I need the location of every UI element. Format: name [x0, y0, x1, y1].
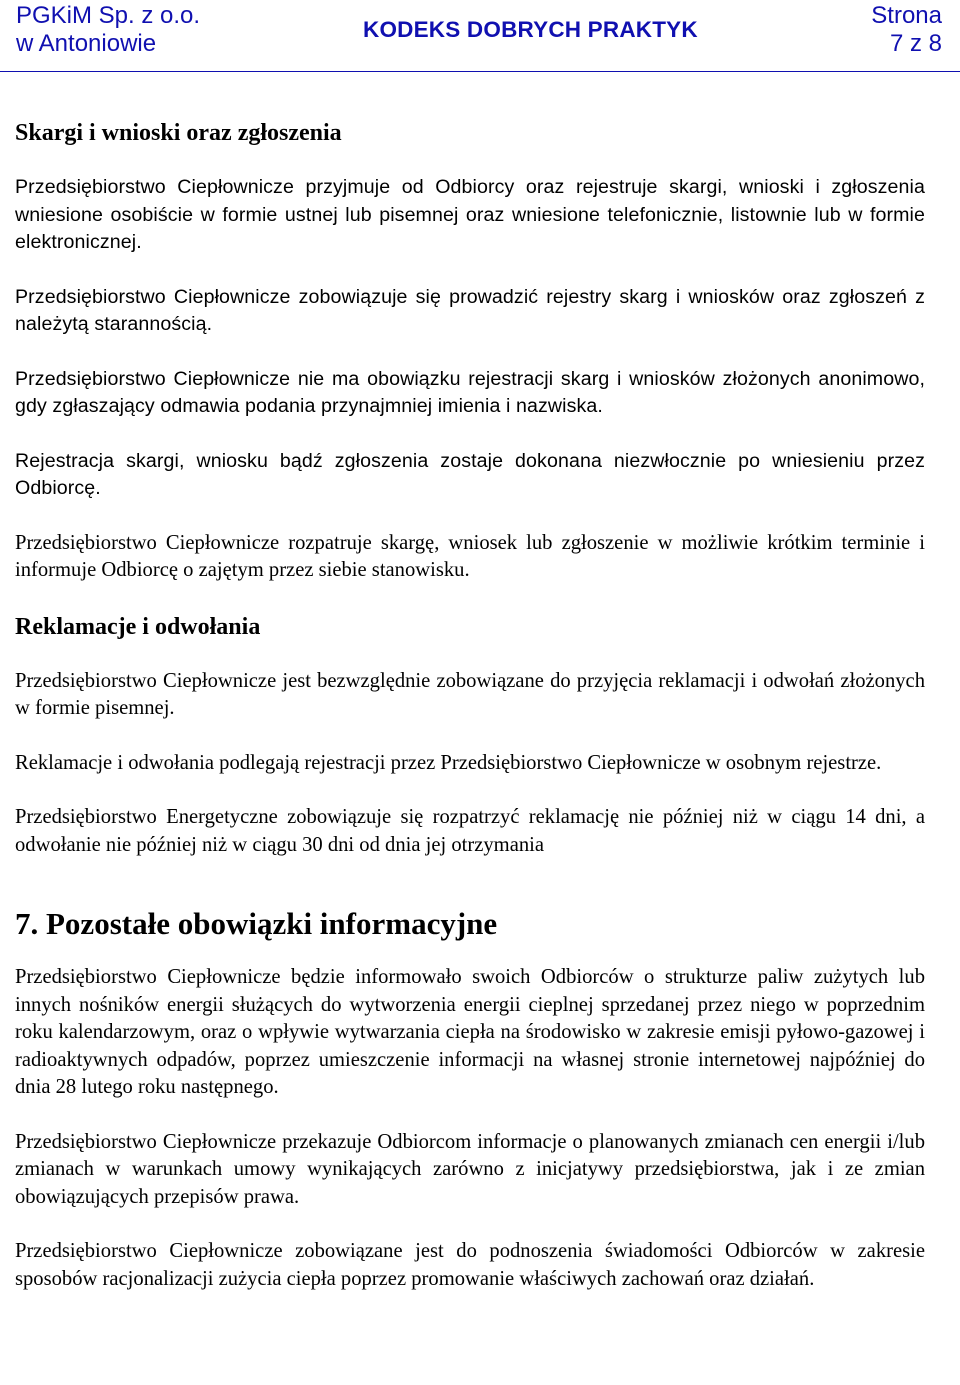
paragraph: Przedsiębiorstwo Ciepłownicze jest bezwzględnie zobowiązane do przyjęcia reklamacji i odwołań złożonych w formie pisemnej.: [15, 669, 925, 719]
section-claims: [15, 612, 925, 860]
paragraph: Przedsiębiorstwo Ciepłownicze zobowiązane jest do podnoszenia świadomości Odbiorców w zakresie sposobów racjonalizacji zużycia ciepła poprzez promowanie właściwych zachowań oraz działań.: [15, 1240, 925, 1290]
company-name: [16, 2, 200, 58]
company-name-line1: PGKiM Sp. z o.o.: [16, 2, 201, 29]
section-complaints: [15, 118, 925, 585]
document-title: KODEKS DOBRYCH PRAKTYK: [363, 17, 698, 42]
page-label: Strona: [871, 2, 942, 29]
spacer: [15, 886, 925, 906]
paragraph: Przedsiębiorstwo Ciepłownicze zobowiązuje się prowadzić rejestry skarg i wniosków oraz zgłoszeń z należytą starannością.: [15, 285, 925, 335]
page-number: 7 z 8: [889, 30, 942, 57]
paragraph: Rejestracja skargi, wniosku bądź zgłoszenia zostaje dokonana niezwłocznie po wniesieniu przez Odbiorcę.: [15, 449, 925, 499]
paragraph: Przedsiębiorstwo Ciepłownicze nie ma obowiązku rejestracji skarg i wniosków złożonych anonimowo, gdy zgłaszający odmawia podania przynajmniej imienia i nazwiska.: [15, 367, 925, 417]
paragraph: Przedsiębiorstwo Ciepłownicze przyjmuje od Odbiorcy oraz rejestruje skargi, wnioski i zgłoszenia wniesione osobiście w formie ustnej lub pisemnej oraz wniesione telefonicznie, listownie lub w formie elektronicznej.: [15, 176, 925, 253]
paragraph: Reklamacje i odwołania podlegają rejestracji przez Przedsiębiorstwo Ciepłownicze w osobnym rejestrze.: [15, 751, 882, 774]
paragraph: Przedsiębiorstwo Energetyczne zobowiązuje się rozpatrzyć reklamację nie później niż w ciągu 14 dni, a odwołanie nie później niż w ciągu 30 dni od dnia jej otrzymania: [15, 806, 925, 856]
page-body: [15, 118, 925, 1320]
company-name-line2: w Antoniowie: [16, 30, 157, 57]
header-divider: [0, 71, 960, 72]
section-other-duties: [15, 906, 925, 1293]
page-header: [0, 0, 960, 72]
paragraph: Przedsiębiorstwo Ciepłownicze przekazuje Odbiorcom informacje o planowanych zmianach cen energii i/lub zmianach w warunkach umowy wynikających zarówno z inicjatywy przedsiębiorstwa, jak i ze zmian obowiązujących przepisów prawa.: [15, 1130, 925, 1208]
chapter-heading-other-duties: 7. Pozostałe obowiązki informacyjne: [15, 906, 498, 941]
section-heading-complaints: Skargi i wnioski oraz zgłoszenia: [15, 120, 342, 146]
page-indicator: [871, 2, 942, 58]
paragraph: Przedsiębiorstwo Ciepłownicze rozpatruje skargę, wniosek lub zgłoszenie w możliwie krótkim terminie i informuje Odbiorcę o zajętym przez siebie stanowisku.: [15, 531, 925, 581]
section-heading-claims: Reklamacje i odwołania: [15, 613, 261, 640]
paragraph: Przedsiębiorstwo Ciepłownicze będzie informowało swoich Odbiorców o strukturze paliw zużytych lub innych nośników energii służących do wytworzenia energii cieplnej sprzedanej przez niego w poprzednim roku kalendarzowym, oraz o wpływie wytwarzania ciepła na środowisko w zakresie emisji pyłowo-gazowej i radioaktywnych odpadów, poprzez umieszczenie informacji na własnej stronie internetowej najpóźniej do dnia 28 lutego roku następnego.: [15, 966, 925, 1098]
